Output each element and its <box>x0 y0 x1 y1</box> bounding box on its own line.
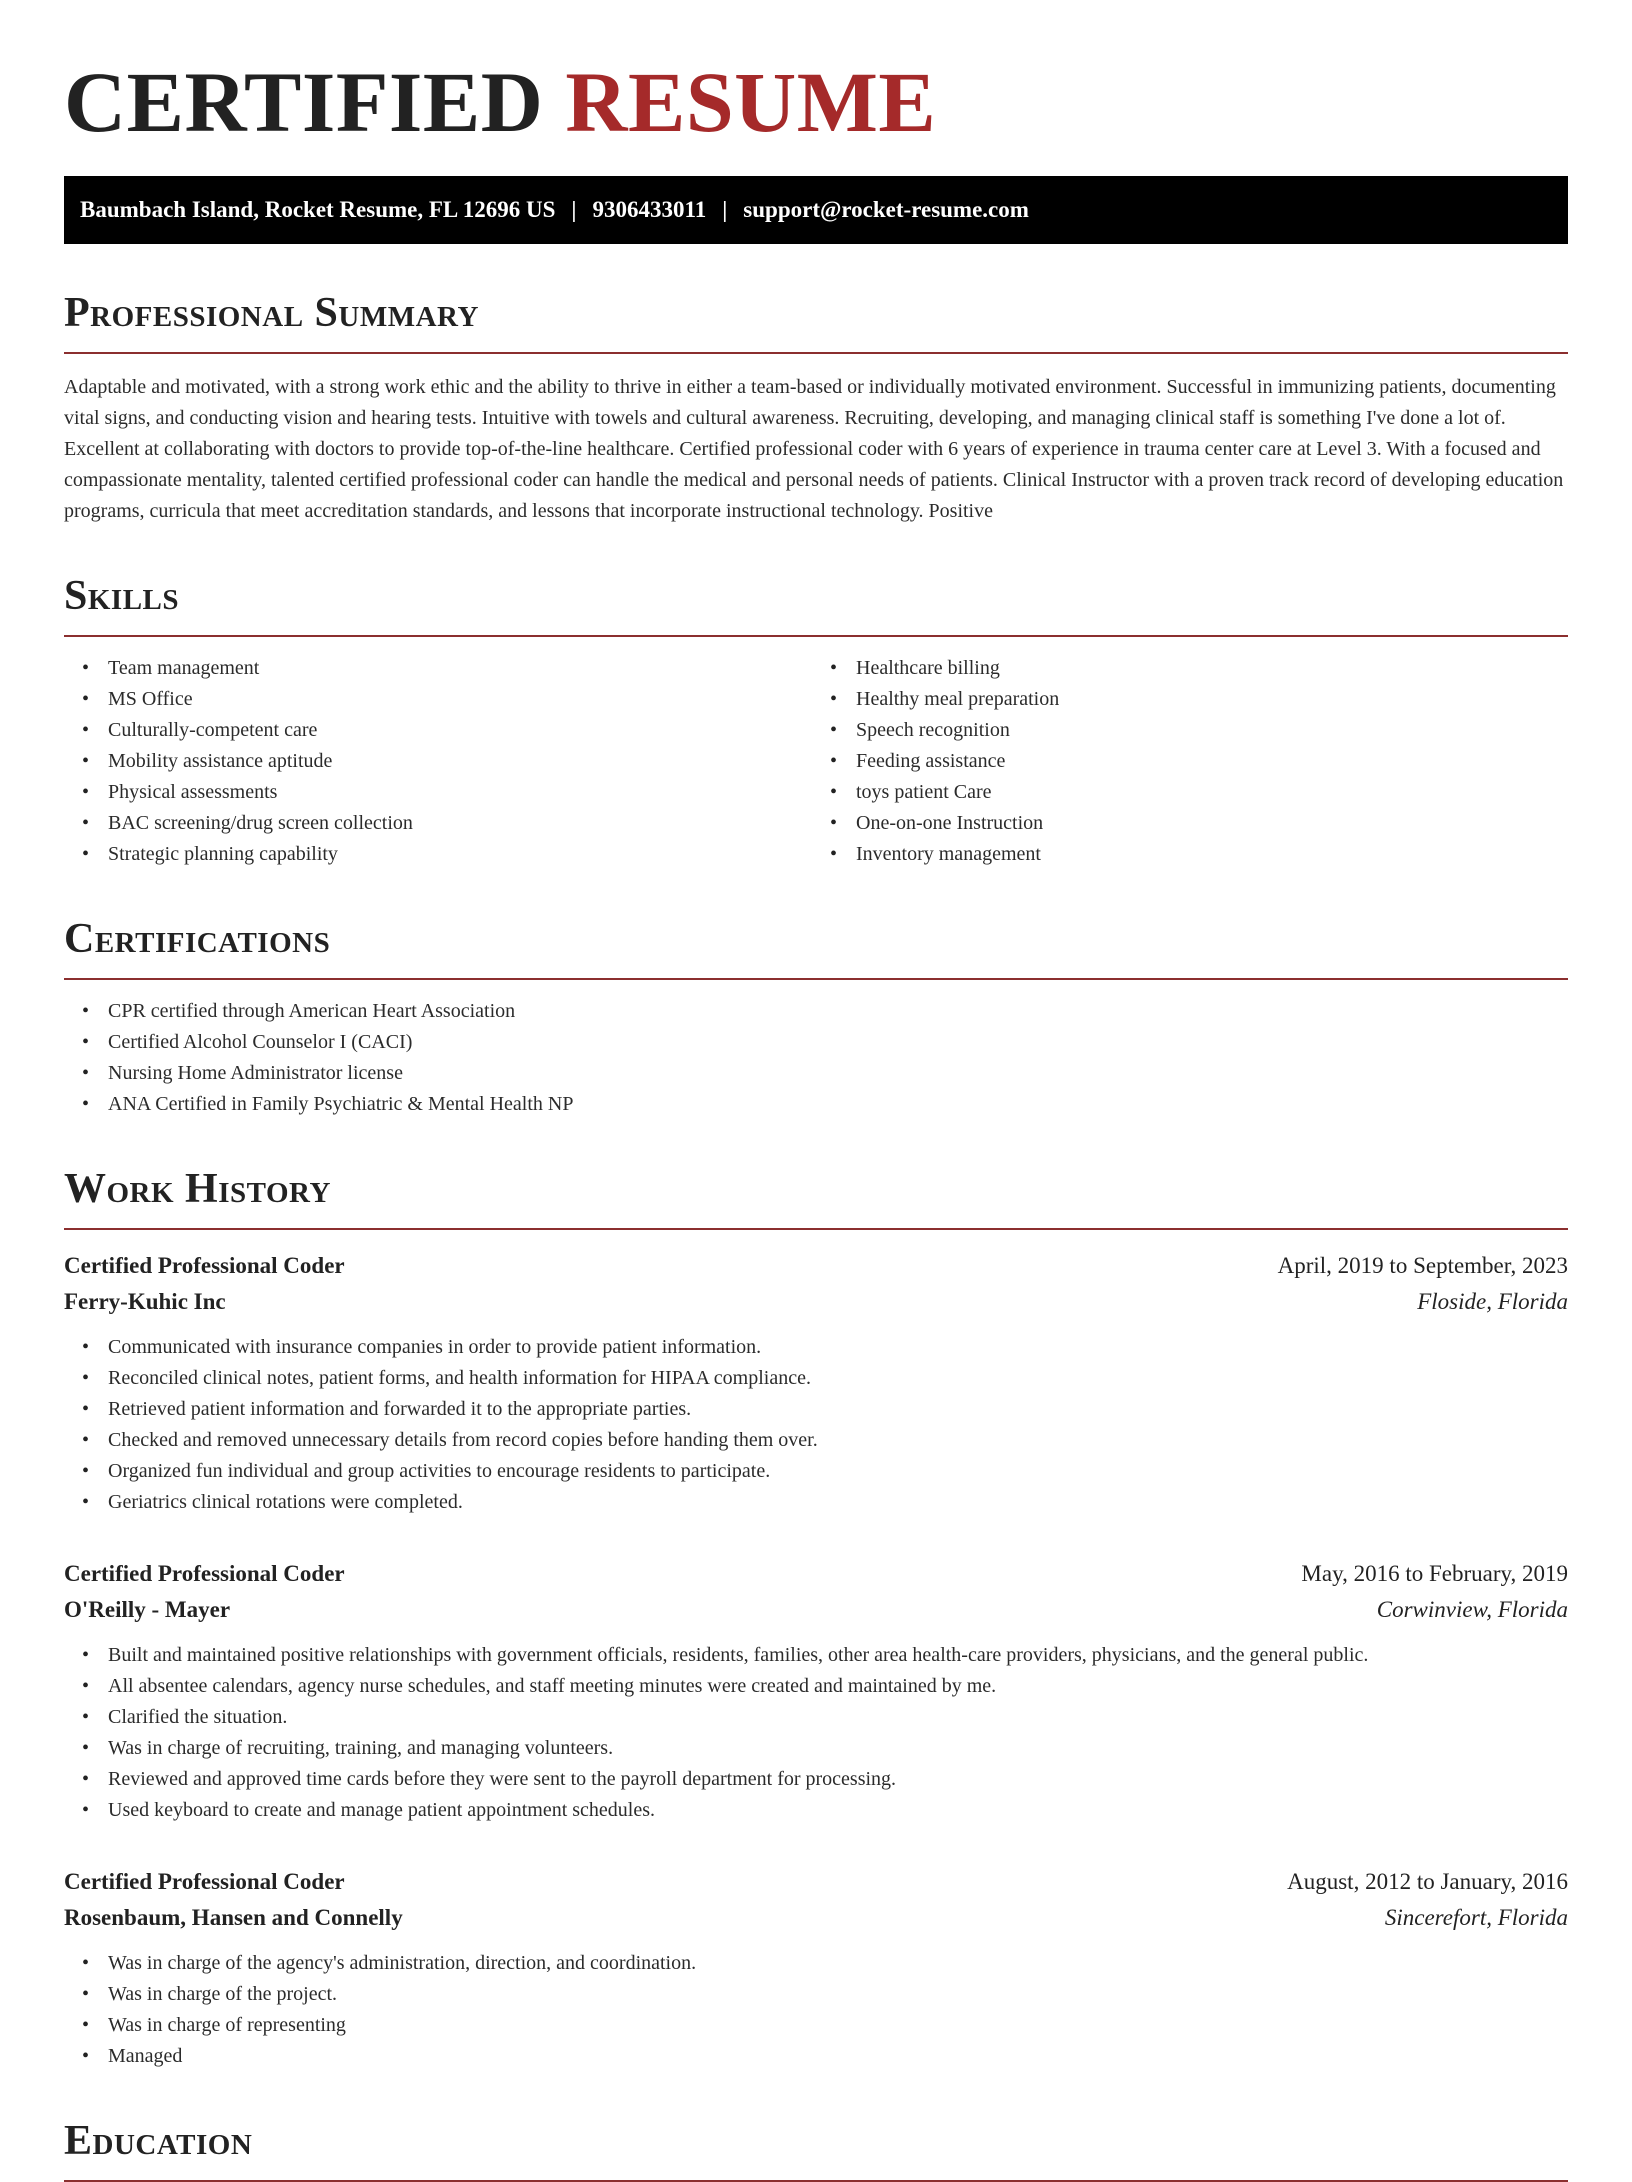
job-title: Certified Professional Coder <box>64 1561 345 1586</box>
skill-item: • Healthcare billing <box>856 653 1568 684</box>
skills-grid <box>64 653 1568 870</box>
contact-separator: | <box>722 197 728 222</box>
job-duty: • All absentee calendars, agency nurse schedules, and staff meeting minutes were created and maintained by me. <box>108 1671 1568 1702</box>
certification-item: • CPR certified through American Heart Association <box>108 996 1568 1027</box>
job-duty: • Clarified the situation. <box>108 1702 1568 1733</box>
job-duty: • Was in charge of the project. <box>108 1979 1568 2010</box>
job-duty: • Organized fun individual and group activities to encourage residents to participate. <box>108 1456 1568 1487</box>
contact-phone[interactable]: 9306433011 <box>592 197 707 222</box>
education-section <box>64 2116 1568 2182</box>
skills-heading: Skills <box>64 571 1568 637</box>
job-duty: • Reconciled clinical notes, patient forms, and health information for HIPAA compliance. <box>108 1363 1568 1394</box>
contact-bar <box>64 176 1568 244</box>
summary-text: Adaptable and motivated, with a strong work ethic and the ability to thrive in either a team-based or individually motivated environment. Successful in immunizing patients, documenting vital signs, and conducting vision and hearing tests. Intuitive with towels and cultural awareness. Recruiting, developing, and managing clinical staff is something I've done a lot of. Excellent at collaborating with doctors to provide top-of-the-line healthcare. Certified professional coder with 6 years of experience in trauma center care at Level 3. With a focused and compassionate mentality, talented certified professional coder can handle the medical and personal needs of patients. Clinical Instructor with a proven track record of developing education programs, curricula that meet accreditation standards, and lessons that incorporate instructional technology. Positive <box>64 376 1564 522</box>
job-company: Rosenbaum, Hansen and Connelly <box>64 1905 403 1930</box>
job-duty: • Was in charge of representing <box>108 2010 1568 2041</box>
job-duties-list <box>64 1948 1568 2072</box>
job-header-row <box>64 1248 1568 1284</box>
title-accent: RESUME <box>565 54 937 150</box>
work-history-heading: Work History <box>64 1164 1568 1230</box>
job-duty: • Used keyboard to create and manage patient appointment schedules. <box>108 1795 1568 1826</box>
contact-address: Baumbach Island, Rocket Resume, FL 12696 US <box>80 197 556 222</box>
job-duties-list <box>64 1332 1568 1518</box>
certifications-heading: Certifications <box>64 914 1568 980</box>
skill-item: • Speech recognition <box>856 715 1568 746</box>
certification-item: • Certified Alcohol Counselor I (CACI) <box>108 1027 1568 1058</box>
skills-list-left <box>64 653 816 870</box>
job-location: Floside, Florida <box>1417 1289 1568 1314</box>
skill-item: • Feeding assistance <box>856 746 1568 777</box>
job-duty: • Reviewed and approved time cards before they were sent to the payroll department for processing. <box>108 1764 1568 1795</box>
skills-section <box>64 571 1568 870</box>
skill-item: • Healthy meal preparation <box>856 684 1568 715</box>
work-history-section <box>64 1164 1568 2072</box>
title-main: CERTIFIED <box>64 54 544 150</box>
skill-item: • Inventory management <box>856 839 1568 870</box>
job-duties-list <box>64 1640 1568 1826</box>
skill-item: • BAC screening/drug screen collection <box>108 808 816 839</box>
summary-heading: Professional Summary <box>64 288 1568 354</box>
job-duty: • Was in charge of the agency's administration, direction, and coordination. <box>108 1948 1568 1979</box>
certification-item: • Nursing Home Administrator license <box>108 1058 1568 1089</box>
job-company-row <box>64 1284 1568 1320</box>
job-header-row <box>64 1556 1568 1592</box>
job-entry <box>64 1556 1568 1826</box>
skill-item: • Physical assessments <box>108 777 816 808</box>
job-entry <box>64 1864 1568 2072</box>
job-duty: • Built and maintained positive relationships with government officials, residents, families, other area health-care providers, physicians, and the general public. <box>108 1640 1568 1671</box>
job-duty: • Checked and removed unnecessary details from record copies before handing them over. <box>108 1425 1568 1456</box>
skill-item: • Mobility assistance aptitude <box>108 746 816 777</box>
skills-list-right <box>816 653 1568 870</box>
skill-item: • One-on-one Instruction <box>856 808 1568 839</box>
education-heading: Education <box>64 2116 1568 2182</box>
job-duty: • Geriatrics clinical rotations were completed. <box>108 1487 1568 1518</box>
contact-email[interactable]: support@rocket-resume.com <box>743 197 1029 222</box>
job-location: Sincerefort, Florida <box>1384 1905 1568 1930</box>
job-dates: May, 2016 to February, 2019 <box>1301 1561 1568 1586</box>
skill-item: • MS Office <box>108 684 816 715</box>
summary-section <box>64 288 1568 527</box>
job-company: Ferry-Kuhic Inc <box>64 1289 226 1314</box>
job-duty: • Retrieved patient information and forwarded it to the appropriate parties. <box>108 1394 1568 1425</box>
job-duty: • Communicated with insurance companies in order to provide patient information. <box>108 1332 1568 1363</box>
job-duty: • Managed <box>108 2041 1568 2072</box>
certifications-list <box>64 996 1568 1120</box>
job-header-row <box>64 1864 1568 1900</box>
job-title: Certified Professional Coder <box>64 1869 345 1894</box>
job-entry <box>64 1248 1568 1518</box>
skill-item: • Culturally-competent care <box>108 715 816 746</box>
job-title: Certified Professional Coder <box>64 1253 345 1278</box>
job-location: Corwinview, Florida <box>1376 1597 1568 1622</box>
job-dates: August, 2012 to January, 2016 <box>1287 1869 1568 1894</box>
contact-separator: | <box>571 197 577 222</box>
resume-title <box>64 0 1568 176</box>
job-dates: April, 2019 to September, 2023 <box>1277 1253 1568 1278</box>
skill-item: • Strategic planning capability <box>108 839 816 870</box>
job-company-row <box>64 1592 1568 1628</box>
job-duty: • Was in charge of recruiting, training, and managing volunteers. <box>108 1733 1568 1764</box>
certification-item: • ANA Certified in Family Psychiatric & Mental Health NP <box>108 1089 1568 1120</box>
job-company: O'Reilly - Mayer <box>64 1597 231 1622</box>
skill-item: • toys patient Care <box>856 777 1568 808</box>
certifications-section <box>64 914 1568 1120</box>
skill-item: • Team management <box>108 653 816 684</box>
job-company-row <box>64 1900 1568 1936</box>
